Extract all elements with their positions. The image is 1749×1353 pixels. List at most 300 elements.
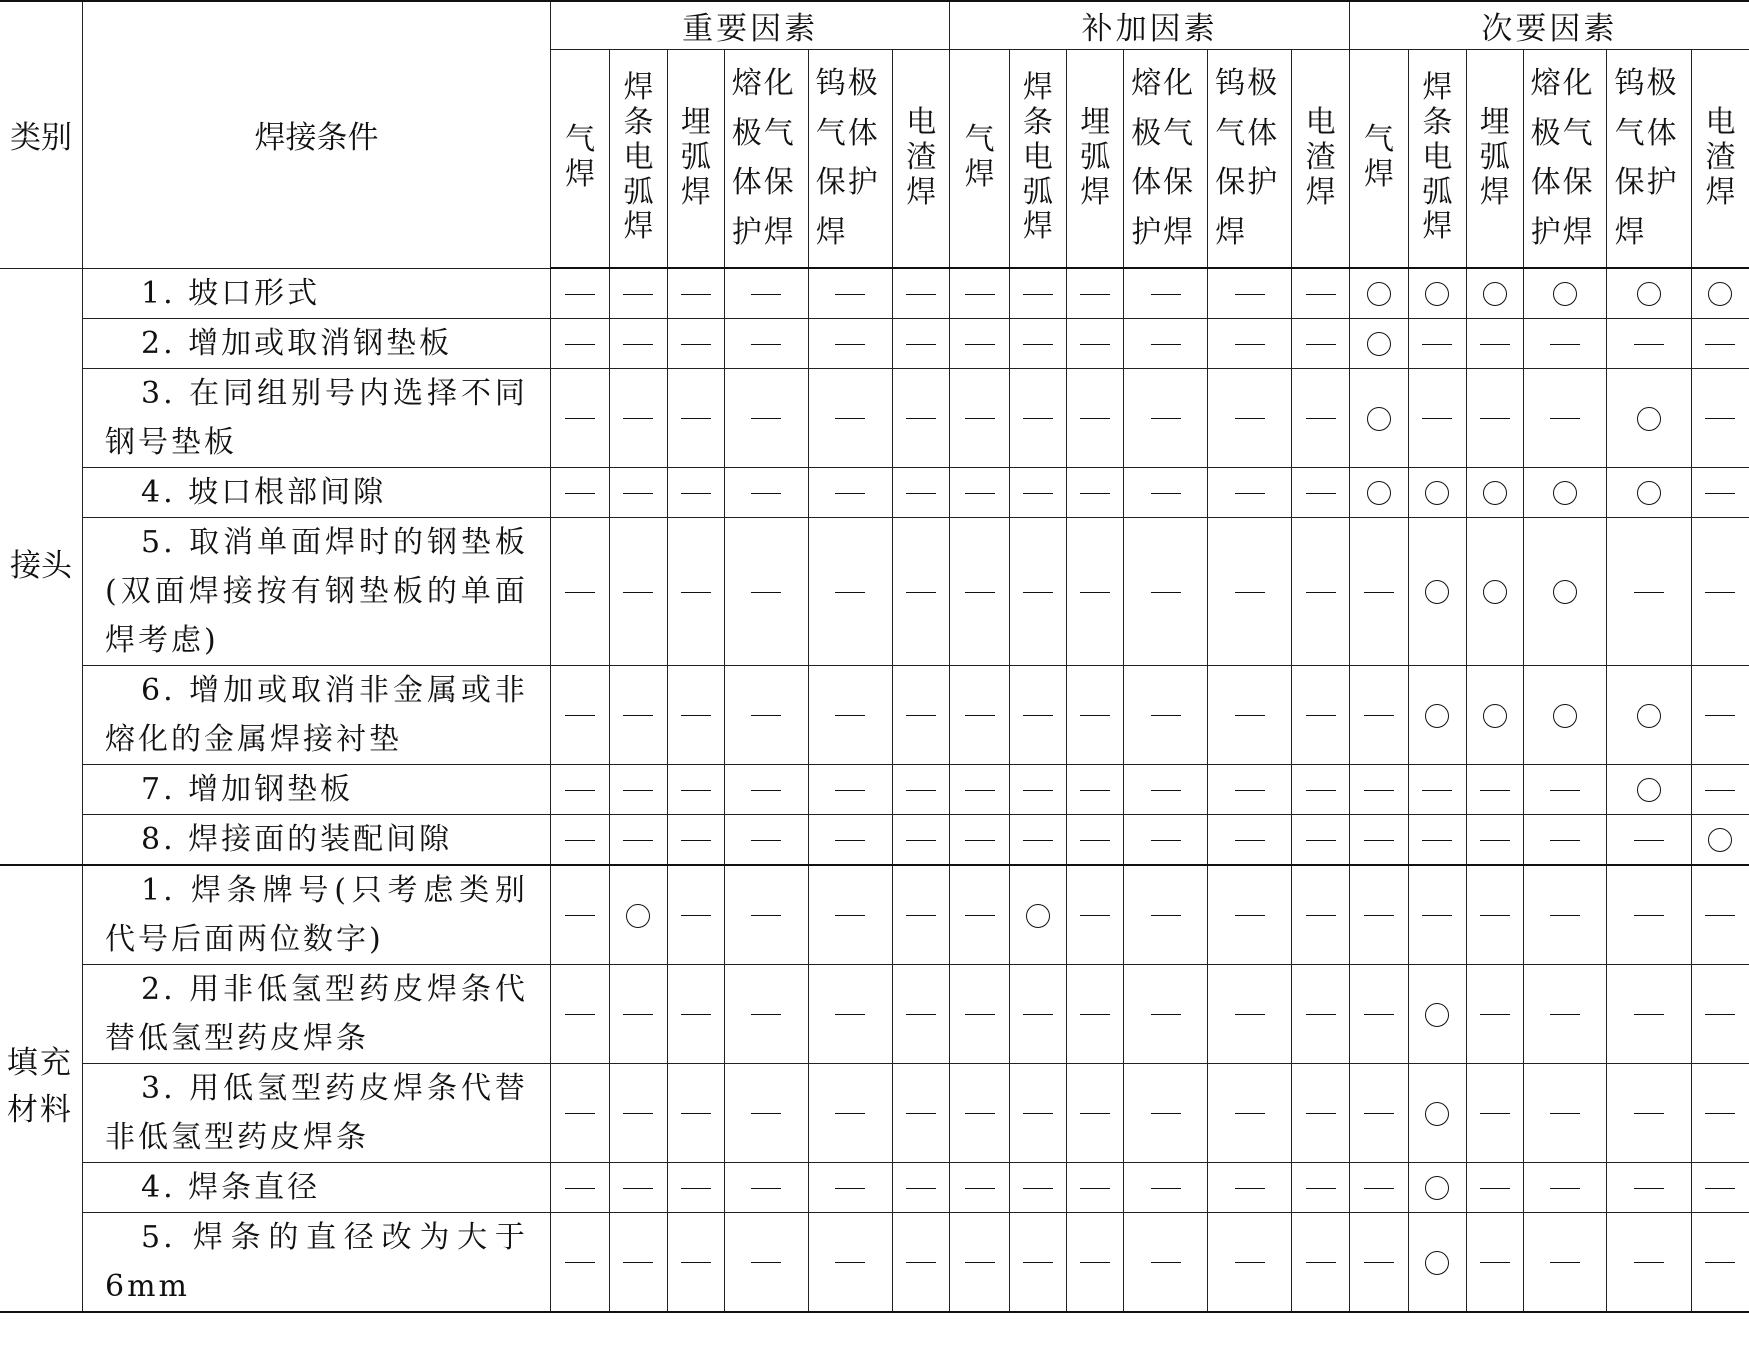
dash-mark — [1124, 368, 1208, 467]
dash-mark — [1466, 1162, 1523, 1212]
dash-mark — [1349, 517, 1408, 665]
dash-icon — [965, 592, 995, 593]
dash-mark — [1067, 865, 1124, 965]
dash-icon — [1080, 840, 1110, 841]
dash-mark — [1409, 865, 1466, 965]
circle-icon — [1637, 778, 1661, 802]
circle-mark — [1409, 665, 1466, 764]
dash-mark — [1067, 1063, 1124, 1162]
dash-icon — [565, 915, 595, 916]
dash-mark — [808, 1212, 893, 1312]
dash-icon — [965, 1262, 995, 1263]
method-label: 熔化极气体保护焊 — [731, 66, 796, 250]
dash-mark — [1067, 318, 1124, 368]
table-row — [0, 467, 1749, 517]
dash-icon — [1306, 592, 1336, 593]
circle-mark — [1523, 268, 1607, 318]
circle-mark — [1466, 665, 1523, 764]
dash-icon — [565, 1188, 595, 1189]
dash-icon — [623, 344, 653, 345]
method-header-minor-smaw — [1409, 49, 1466, 268]
condition-text: 3. 用低氢型药皮焊条代替非低氢型药皮焊条 — [105, 1070, 528, 1155]
dash-mark — [1009, 268, 1066, 318]
dash-icon — [1235, 715, 1265, 716]
method-label: 埋弧焊 — [680, 105, 711, 210]
dash-mark — [610, 665, 667, 764]
dash-icon — [1235, 294, 1265, 295]
dash-mark — [893, 1162, 950, 1212]
dash-icon — [1364, 592, 1394, 593]
dash-mark — [550, 467, 609, 517]
dash-icon — [1080, 790, 1110, 791]
dash-mark — [1067, 268, 1124, 318]
table-row — [0, 865, 1749, 965]
dash-mark — [1124, 814, 1208, 865]
condition-text: 2. 用非低氢型药皮焊条代替低氢型药皮焊条 — [105, 971, 528, 1056]
dash-mark — [893, 467, 950, 517]
dash-mark — [1124, 865, 1208, 965]
dash-icon — [906, 1188, 936, 1189]
dash-mark — [1523, 1212, 1607, 1312]
dash-icon — [1422, 344, 1452, 345]
dash-mark — [667, 665, 724, 764]
dash-icon — [1151, 1113, 1181, 1114]
dash-mark — [1124, 665, 1208, 764]
dash-icon — [681, 1262, 711, 1263]
dash-icon — [1235, 418, 1265, 419]
dash-mark — [1207, 964, 1292, 1063]
circle-mark — [1607, 368, 1692, 467]
dash-mark — [893, 964, 950, 1063]
dash-mark — [1523, 814, 1607, 865]
dash-icon — [1080, 344, 1110, 345]
dash-icon — [965, 840, 995, 841]
method-label: 焊条电弧焊 — [1022, 70, 1053, 245]
dash-mark — [1466, 865, 1523, 965]
dash-mark — [1009, 368, 1066, 467]
circle-mark — [1349, 318, 1408, 368]
dash-mark — [1292, 1212, 1349, 1312]
dash-mark — [724, 764, 808, 814]
dash-icon — [1550, 1113, 1580, 1114]
circle-icon — [1425, 1102, 1449, 1126]
method-label: 电渣焊 — [1305, 105, 1336, 210]
dash-mark — [808, 368, 893, 467]
table-row — [0, 964, 1749, 1063]
dash-mark — [1067, 814, 1124, 865]
dash-mark — [1124, 764, 1208, 814]
table-row — [0, 1063, 1749, 1162]
method-label: 电渣焊 — [1705, 105, 1736, 210]
dash-icon — [1235, 1262, 1265, 1263]
dash-icon — [1705, 493, 1735, 494]
dash-mark — [1691, 368, 1749, 467]
dash-icon — [1306, 715, 1336, 716]
method-header-minor-gas-welding — [1349, 49, 1408, 268]
circle-icon — [1367, 407, 1391, 431]
dash-icon — [565, 418, 595, 419]
dash-icon — [1550, 790, 1580, 791]
dash-mark — [1691, 1212, 1749, 1312]
dash-mark — [1009, 964, 1066, 1063]
dash-mark — [1067, 764, 1124, 814]
dash-mark — [550, 814, 609, 865]
dash-icon — [1705, 1014, 1735, 1015]
dash-icon — [1422, 418, 1452, 419]
dash-icon — [1080, 294, 1110, 295]
dash-mark — [1207, 764, 1292, 814]
dash-icon — [835, 790, 865, 791]
dash-mark — [1466, 964, 1523, 1063]
dash-mark — [1124, 1063, 1208, 1162]
dash-icon — [1634, 1113, 1664, 1114]
dash-mark — [1292, 1162, 1349, 1212]
dash-mark — [667, 368, 724, 467]
circle-mark — [1409, 1212, 1466, 1312]
circle-icon — [1483, 481, 1507, 505]
dash-icon — [623, 715, 653, 716]
condition-cell — [83, 964, 551, 1063]
dash-icon — [1080, 1262, 1110, 1263]
dash-mark — [1349, 865, 1408, 965]
method-header-minor-gmaw — [1523, 49, 1607, 268]
dash-icon — [751, 840, 781, 841]
circle-icon — [1708, 828, 1732, 852]
method-header-important-gas-welding — [550, 49, 609, 268]
circle-icon — [1425, 704, 1449, 728]
dash-mark — [1691, 467, 1749, 517]
dash-mark — [610, 814, 667, 865]
dash-mark — [950, 964, 1009, 1063]
dash-icon — [965, 1188, 995, 1189]
condition-text: 2. 增加或取消钢垫板 — [141, 325, 453, 361]
dash-mark — [1207, 1162, 1292, 1212]
dash-mark — [1207, 517, 1292, 665]
dash-mark — [1009, 1162, 1066, 1212]
table-row — [0, 665, 1749, 764]
dash-icon — [835, 840, 865, 841]
dash-icon — [623, 1113, 653, 1114]
dash-icon — [1080, 915, 1110, 916]
dash-mark — [1349, 665, 1408, 764]
condition-cell — [83, 1063, 551, 1162]
dash-icon — [1306, 418, 1336, 419]
dash-icon — [1705, 790, 1735, 791]
dash-icon — [1480, 1262, 1510, 1263]
dash-mark — [1691, 764, 1749, 814]
dash-mark — [893, 517, 950, 665]
dash-icon — [751, 592, 781, 593]
dash-mark — [950, 764, 1009, 814]
dash-mark — [808, 964, 893, 1063]
dash-mark — [1607, 1063, 1692, 1162]
dash-mark — [1292, 1063, 1349, 1162]
method-header-supplementary-saw — [1067, 49, 1124, 268]
condition-text: 7. 增加钢垫板 — [141, 771, 354, 807]
dash-icon — [1364, 1188, 1394, 1189]
group-header-important: 重要因素 — [550, 1, 949, 49]
dash-icon — [1705, 1262, 1735, 1263]
method-label: 钨极气体保护焊 — [1614, 66, 1679, 250]
dash-mark — [610, 964, 667, 1063]
method-label: 气焊 — [1364, 122, 1395, 193]
dash-mark — [1207, 1212, 1292, 1312]
dash-icon — [1151, 1188, 1181, 1189]
dash-icon — [565, 1014, 595, 1015]
dash-mark — [550, 1063, 609, 1162]
dash-mark — [1292, 964, 1349, 1063]
circle-mark — [1466, 517, 1523, 665]
dash-mark — [550, 268, 609, 318]
circle-mark — [1607, 467, 1692, 517]
condition-text: 5. 取消单面焊时的钢垫板(双面焊接按有钢垫板的单面焊考虑) — [105, 524, 528, 658]
dash-icon — [1306, 294, 1336, 295]
dash-icon — [565, 294, 595, 295]
circle-icon — [1553, 282, 1577, 306]
dash-icon — [965, 1113, 995, 1114]
dash-icon — [906, 1014, 936, 1015]
method-label: 电渣焊 — [906, 105, 937, 210]
method-label: 气焊 — [565, 122, 596, 193]
dash-mark — [1207, 865, 1292, 965]
circle-icon — [1553, 481, 1577, 505]
dash-icon — [1151, 592, 1181, 593]
circle-icon — [1637, 407, 1661, 431]
dash-icon — [1550, 1262, 1580, 1263]
dash-icon — [1364, 1014, 1394, 1015]
dash-icon — [1023, 1262, 1053, 1263]
circle-mark — [1009, 865, 1066, 965]
dash-mark — [808, 517, 893, 665]
group-header-minor: 次要因素 — [1349, 1, 1749, 49]
dash-icon — [906, 715, 936, 716]
dash-icon — [1634, 1014, 1664, 1015]
circle-icon — [1425, 580, 1449, 604]
dash-mark — [950, 368, 1009, 467]
dash-icon — [835, 1262, 865, 1263]
dash-icon — [1480, 1188, 1510, 1189]
condition-header: 焊接条件 — [83, 1, 551, 268]
circle-mark — [1691, 268, 1749, 318]
condition-text: 8. 焊接面的装配间隙 — [141, 821, 453, 857]
circle-icon — [1026, 904, 1050, 928]
dash-mark — [1607, 865, 1692, 965]
category-cell — [0, 268, 83, 865]
dash-mark — [550, 318, 609, 368]
circle-mark — [1409, 1162, 1466, 1212]
dash-icon — [1235, 915, 1265, 916]
dash-icon — [1306, 840, 1336, 841]
dash-mark — [550, 1212, 609, 1312]
circle-icon — [1637, 282, 1661, 306]
dash-mark — [667, 764, 724, 814]
table-row — [0, 517, 1749, 665]
dash-mark — [610, 467, 667, 517]
dash-icon — [681, 592, 711, 593]
dash-icon — [751, 1188, 781, 1189]
dash-mark — [1349, 1212, 1408, 1312]
method-label: 埋弧焊 — [1080, 105, 1111, 210]
dash-mark — [550, 1162, 609, 1212]
dash-mark — [724, 814, 808, 865]
circle-icon — [1367, 332, 1391, 356]
dash-icon — [906, 418, 936, 419]
condition-text: 3. 在同组别号内选择不同钢号垫板 — [105, 375, 528, 460]
dash-icon — [1364, 915, 1394, 916]
dash-mark — [1207, 318, 1292, 368]
dash-mark — [808, 318, 893, 368]
dash-mark — [1349, 814, 1408, 865]
condition-text: 4. 焊条直径 — [141, 1169, 321, 1205]
dash-icon — [906, 1262, 936, 1263]
method-label: 焊条电弧焊 — [1422, 70, 1453, 245]
group-header-supplementary: 补加因素 — [950, 1, 1349, 49]
circle-icon — [1425, 1176, 1449, 1200]
circle-mark — [1691, 814, 1749, 865]
condition-text: 5. 焊条的直径改为大于6mm — [105, 1219, 528, 1304]
category-label: 填充材料 — [6, 1045, 73, 1128]
dash-mark — [1466, 764, 1523, 814]
dash-mark — [1009, 814, 1066, 865]
dash-mark — [1207, 1063, 1292, 1162]
dash-mark — [1523, 1063, 1607, 1162]
dash-icon — [1705, 1113, 1735, 1114]
dash-icon — [1550, 915, 1580, 916]
dash-mark — [1124, 467, 1208, 517]
condition-cell — [83, 517, 551, 665]
dash-icon — [1306, 790, 1336, 791]
dash-mark — [950, 865, 1009, 965]
dash-icon — [681, 715, 711, 716]
dash-icon — [1023, 840, 1053, 841]
condition-cell — [83, 1162, 551, 1212]
dash-icon — [1480, 1014, 1510, 1015]
dash-icon — [1151, 344, 1181, 345]
dash-mark — [1067, 665, 1124, 764]
table-row — [0, 764, 1749, 814]
table-row — [0, 1212, 1749, 1312]
dash-icon — [1705, 592, 1735, 593]
dash-icon — [623, 294, 653, 295]
dash-icon — [1364, 790, 1394, 791]
dash-mark — [1523, 964, 1607, 1063]
dash-icon — [906, 294, 936, 295]
dash-icon — [681, 1188, 711, 1189]
dash-icon — [1550, 344, 1580, 345]
dash-mark — [724, 318, 808, 368]
table-row — [0, 318, 1749, 368]
dash-icon — [1080, 418, 1110, 419]
circle-mark — [1607, 764, 1692, 814]
dash-icon — [906, 592, 936, 593]
condition-cell — [83, 318, 551, 368]
dash-mark — [724, 1162, 808, 1212]
dash-icon — [1151, 493, 1181, 494]
dash-icon — [1023, 1014, 1053, 1015]
dash-mark — [1067, 517, 1124, 665]
dash-icon — [1080, 1113, 1110, 1114]
circle-icon — [1708, 282, 1732, 306]
dash-mark — [893, 865, 950, 965]
circle-mark — [1409, 268, 1466, 318]
dash-icon — [751, 1014, 781, 1015]
method-header-minor-saw — [1466, 49, 1523, 268]
dash-icon — [751, 418, 781, 419]
dash-icon — [1151, 1014, 1181, 1015]
dash-mark — [1607, 814, 1692, 865]
circle-icon — [626, 904, 650, 928]
dash-icon — [1023, 418, 1053, 419]
dash-mark — [1691, 964, 1749, 1063]
dash-icon — [1235, 1014, 1265, 1015]
condition-text: 1. 焊条牌号(只考虑类别代号后面两位数字) — [105, 872, 528, 957]
dash-mark — [1292, 814, 1349, 865]
dash-icon — [1080, 1014, 1110, 1015]
dash-icon — [1151, 915, 1181, 916]
dash-icon — [1705, 915, 1735, 916]
dash-icon — [1364, 1262, 1394, 1263]
circle-mark — [1607, 268, 1692, 318]
dash-icon — [751, 1113, 781, 1114]
dash-mark — [808, 467, 893, 517]
dash-mark — [550, 764, 609, 814]
dash-mark — [1067, 1162, 1124, 1212]
dash-icon — [681, 840, 711, 841]
dash-mark — [1349, 1063, 1408, 1162]
dash-mark — [1124, 517, 1208, 665]
dash-icon — [965, 715, 995, 716]
table-row — [0, 268, 1749, 318]
dash-icon — [681, 1014, 711, 1015]
method-header-supplementary-gtaw — [1207, 49, 1292, 268]
dash-mark — [1466, 1212, 1523, 1312]
dash-mark — [724, 865, 808, 965]
dash-icon — [623, 1262, 653, 1263]
dash-icon — [1550, 418, 1580, 419]
dash-mark — [550, 368, 609, 467]
dash-icon — [1364, 715, 1394, 716]
dash-icon — [835, 592, 865, 593]
dash-icon — [681, 790, 711, 791]
dash-icon — [1634, 840, 1664, 841]
method-header-important-smaw — [610, 49, 667, 268]
circle-icon — [1553, 580, 1577, 604]
dash-mark — [550, 665, 609, 764]
dash-icon — [1422, 840, 1452, 841]
dash-icon — [1235, 592, 1265, 593]
dash-mark — [1607, 1212, 1692, 1312]
dash-mark — [1067, 467, 1124, 517]
dash-icon — [1023, 1113, 1053, 1114]
dash-mark — [667, 1212, 724, 1312]
circle-mark — [1523, 517, 1607, 665]
dash-icon — [623, 493, 653, 494]
dash-mark — [808, 764, 893, 814]
dash-mark — [1009, 764, 1066, 814]
dash-mark — [724, 467, 808, 517]
dash-icon — [1634, 1188, 1664, 1189]
circle-icon — [1425, 481, 1449, 505]
dash-icon — [1023, 592, 1053, 593]
dash-icon — [965, 493, 995, 494]
dash-mark — [1691, 318, 1749, 368]
dash-mark — [724, 517, 808, 665]
dash-mark — [1124, 1162, 1208, 1212]
dash-mark — [724, 368, 808, 467]
dash-mark — [667, 467, 724, 517]
circle-mark — [1523, 467, 1607, 517]
dash-icon — [1480, 915, 1510, 916]
